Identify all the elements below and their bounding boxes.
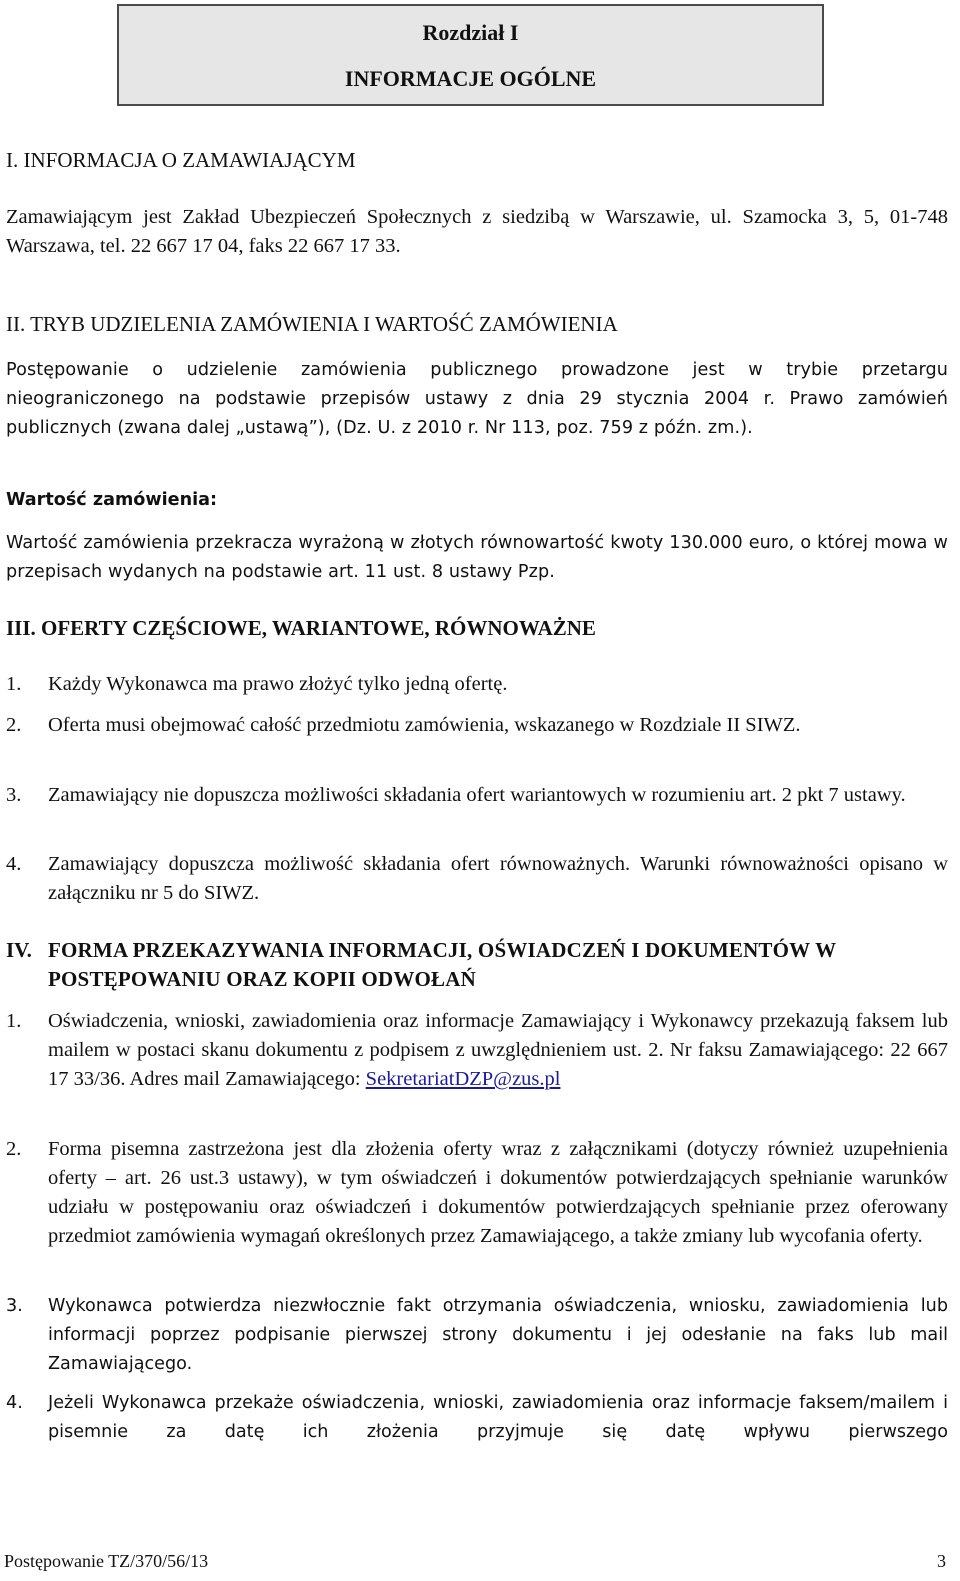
- value-label: Wartość zamówienia:: [6, 490, 218, 510]
- section-heading-forma: [6, 936, 948, 994]
- chapter-header-box: [117, 4, 824, 106]
- section-number: IV.: [6, 938, 32, 962]
- list-item-number: 1.: [6, 673, 22, 695]
- list-item-text: Jeżeli Wykonawca przekaże oświadczenia, wnioski, zawiadomienia oraz informacje faksem/mailem i pisemnie za datę ich złożenia przyjmuje się datę wpływu pierwszego: [48, 1393, 948, 1442]
- section-heading-oferty: III. OFERTY CZĘŚCIOWE, WARIANTOWE, RÓWNOWAŻNE: [6, 616, 596, 640]
- list-item-text: Wykonawca potwierdza niezwłocznie fakt otrzymania oświadczenia, wniosku, zawiadomienia lub informacji poprzez podpisanie pierwszej strony dokumentu i jej odesłanie na faks lub mail Zamawiającego.: [48, 1296, 948, 1374]
- list-item-number: 4.: [6, 853, 22, 875]
- list-item-number: 1.: [6, 1010, 22, 1032]
- chapter-number: Rozdział I: [422, 20, 519, 45]
- list-item: [6, 781, 948, 810]
- list-item-text: Zamawiający nie dopuszcza możliwości składania ofert wariantowych w rozumieniu art. 2 pkt 7 ustawy.: [48, 784, 906, 806]
- section-heading-informacja: I. INFORMACJA O ZAMAWIAJĄCYM: [6, 148, 356, 172]
- section-heading-text: FORMA PRZEKAZYWANIA INFORMACJI, OŚWIADCZEŃ I DOKUMENTÓW W POSTĘPOWANIU ORAZ KOPII ODWOŁAŃ: [48, 938, 836, 991]
- list-item: [6, 1007, 948, 1094]
- list-item-number: 3.: [6, 784, 22, 806]
- email-link[interactable]: SekretariatDZP@zus.pl: [365, 1068, 561, 1090]
- list-item: [6, 850, 948, 908]
- list-item-number: 2.: [6, 1138, 22, 1160]
- list-item: [6, 1389, 948, 1476]
- list-item: [6, 670, 948, 699]
- list-item-number: 2.: [6, 714, 22, 736]
- list-item-number: 3.: [6, 1296, 23, 1316]
- section-body-informacja: Zamawiającym jest Zakład Ubezpieczeń Społecznych z siedzibą w Warszawie, ul. Szamocka 3, 5, 01-748 Warszawa, tel. 22 667 17 04, faks 22 667 17 33.: [6, 206, 948, 257]
- list-item-text: Każdy Wykonawca ma prawo złożyć tylko jedną ofertę.: [48, 673, 508, 695]
- section-body-tryb: Postępowanie o udzielenie zamówienia publicznego prowadzone jest w trybie przetargu nieograniczonego na podstawie przepisów ustawy z dnia 29 stycznia 2004 r. Prawo zamówień publicznych (zwana dalej „ustawą”), (Dz. U. z 2010 r. Nr 113, poz. 759 z późn. zm.).: [6, 360, 948, 438]
- chapter-title: INFORMACJE OGÓLNE: [344, 66, 597, 91]
- list-item-text: Oferta musi obejmować całość przedmiotu zamówienia, wskazanego w Rozdziale II SIWZ.: [48, 714, 801, 736]
- list-item: [6, 711, 948, 740]
- list-item-number: 4.: [6, 1393, 23, 1413]
- page-number: 3: [937, 1551, 946, 1571]
- list-item-text: Forma pisemna zastrzeżona jest dla złożenia oferty wraz z załącznikami (dotyczy również uzupełnienia oferty – art. 26 ust.3 ustawy), w tym oświadczeń i dokumentów potwierdzających spełnianie warunków udziału w postępowaniu oraz oświadczeń i dokumentów potwierdzających spełnianie przez oferowany przedmiot zamówienia wymagań określonych przez Zamawiającego, a także zmiany lub wycofania oferty.: [48, 1138, 948, 1247]
- section-heading-tryb: II. TRYB UDZIELENIA ZAMÓWIENIA I WARTOŚĆ ZAMÓWIENIA: [6, 312, 618, 336]
- list-item-body: Oświadczenia, wnioski, zawiadomienia oraz informacje Zamawiający i Wykonawcy przekazują faksem lub mailem w postaci skanu dokumentu z podpisem z uwzględnieniem ust. 2. Nr faksu Zamawiającego: 22 667 17 33/36. Adres mail Zamawiającego:: [48, 1010, 948, 1090]
- list-item: [6, 1292, 948, 1379]
- value-body: Wartość zamówienia przekracza wyrażoną w złotych równowartość kwoty 130.000 euro, o której mowa w przepisach wydanych na podstawie art. 11 ust. 8 ustawy Pzp.: [6, 533, 948, 582]
- list-item: [6, 1135, 948, 1251]
- footer-reference: Postępowanie TZ/370/56/13: [4, 1551, 209, 1571]
- list-item-text: [48, 1007, 948, 1094]
- list-item-text: Zamawiający dopuszcza możliwość składania ofert równoważnych. Warunki równoważności opisano w załączniku nr 5 do SIWZ.: [48, 853, 948, 904]
